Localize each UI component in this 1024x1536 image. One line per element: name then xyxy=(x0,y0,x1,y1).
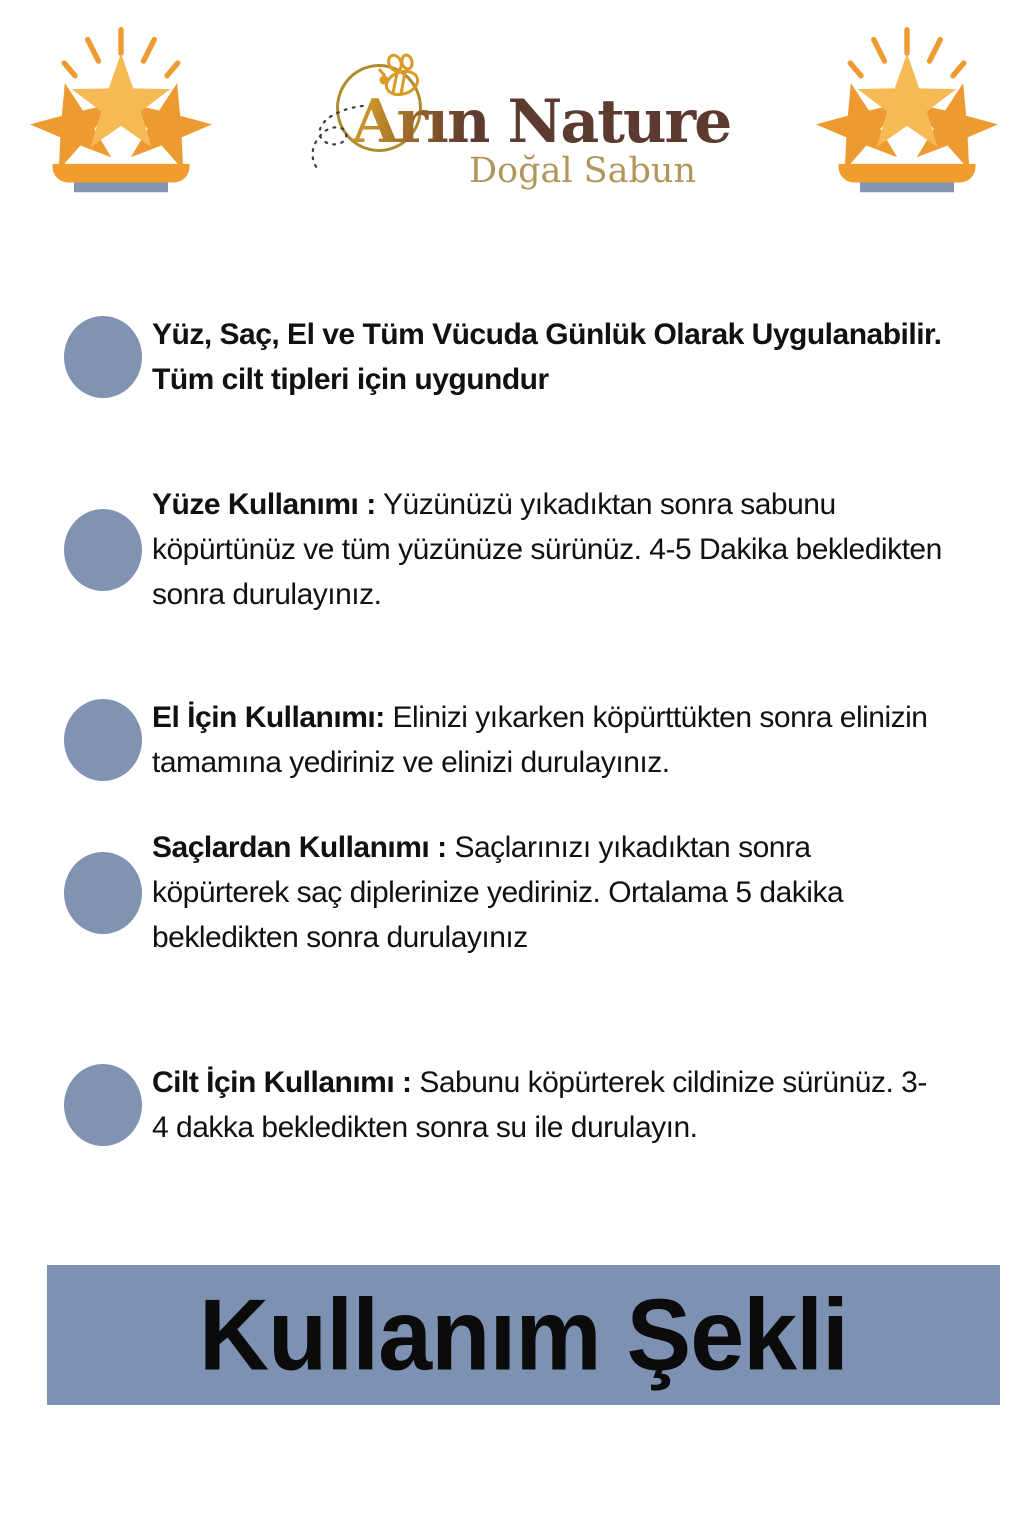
usage-bullet-row xyxy=(64,312,984,402)
bullet-text xyxy=(152,825,942,960)
bullet-text xyxy=(152,312,942,402)
brand-name-secondary: Nature xyxy=(507,87,731,157)
brand-tagline: Doğal Sabun xyxy=(468,151,696,191)
bullet-text xyxy=(152,482,942,617)
bullet-lead: Yüz, Saç, El ve Tüm Vücuda Günlük Olarak Uygulanabilir. Tüm cilt tipleri için uygundur xyxy=(152,318,942,396)
usage-bullet-row xyxy=(64,1060,984,1150)
bullet-text xyxy=(152,695,942,785)
stars-award-icon-right xyxy=(814,25,1000,197)
brand-name-primary: Arın xyxy=(352,87,489,157)
bullet-text xyxy=(152,1060,942,1150)
bullet-circle xyxy=(64,852,142,934)
bullet-lead: Yüze Kullanımı : xyxy=(152,488,376,521)
bullet-body: Yüzünüzü yıkadıktan sonra sabunu köpürtünüz ve tüm yüzünüze sürünüz. 4-5 Dakika bekledikten sonra durulayınız. xyxy=(152,488,942,611)
bullet-lead: El İçin Kullanımı: xyxy=(152,701,385,734)
usage-bullet-row xyxy=(64,825,984,960)
usage-bullet-row xyxy=(64,482,984,617)
bullet-lead: Saçlardan Kullanımı : xyxy=(152,831,447,864)
bullet-circle xyxy=(64,1064,142,1146)
bullet-body: Elinizi yıkarken köpürttükten sonra elinizin tamamına yediriniz ve elinizi durulayınız. xyxy=(152,701,928,779)
brand-name xyxy=(352,87,731,157)
title-banner xyxy=(47,1265,1000,1405)
bullet-circle xyxy=(64,699,142,781)
brand-logo xyxy=(324,52,731,192)
bullet-lead: Cilt İçin Kullanımı : xyxy=(152,1066,412,1099)
usage-instructions-list xyxy=(0,312,1024,1150)
banner-title: Kullanım Şekli xyxy=(198,1277,849,1392)
usage-bullet-row xyxy=(64,695,984,785)
header xyxy=(0,0,1024,197)
bullet-circle xyxy=(64,316,142,398)
stars-award-icon-left xyxy=(28,25,214,197)
bullet-body: Saçlarınızı yıkadıktan sonra köpürterek saç diplerinize yediriniz. Ortalama 5 dakika bekledikten sonra durulayınız xyxy=(152,831,844,954)
bullet-body: Sabunu köpürterek cildinize sürünüz. 3-4 dakka bekledikten sonra su ile durulayın. xyxy=(152,1066,927,1144)
bullet-circle xyxy=(64,509,142,591)
